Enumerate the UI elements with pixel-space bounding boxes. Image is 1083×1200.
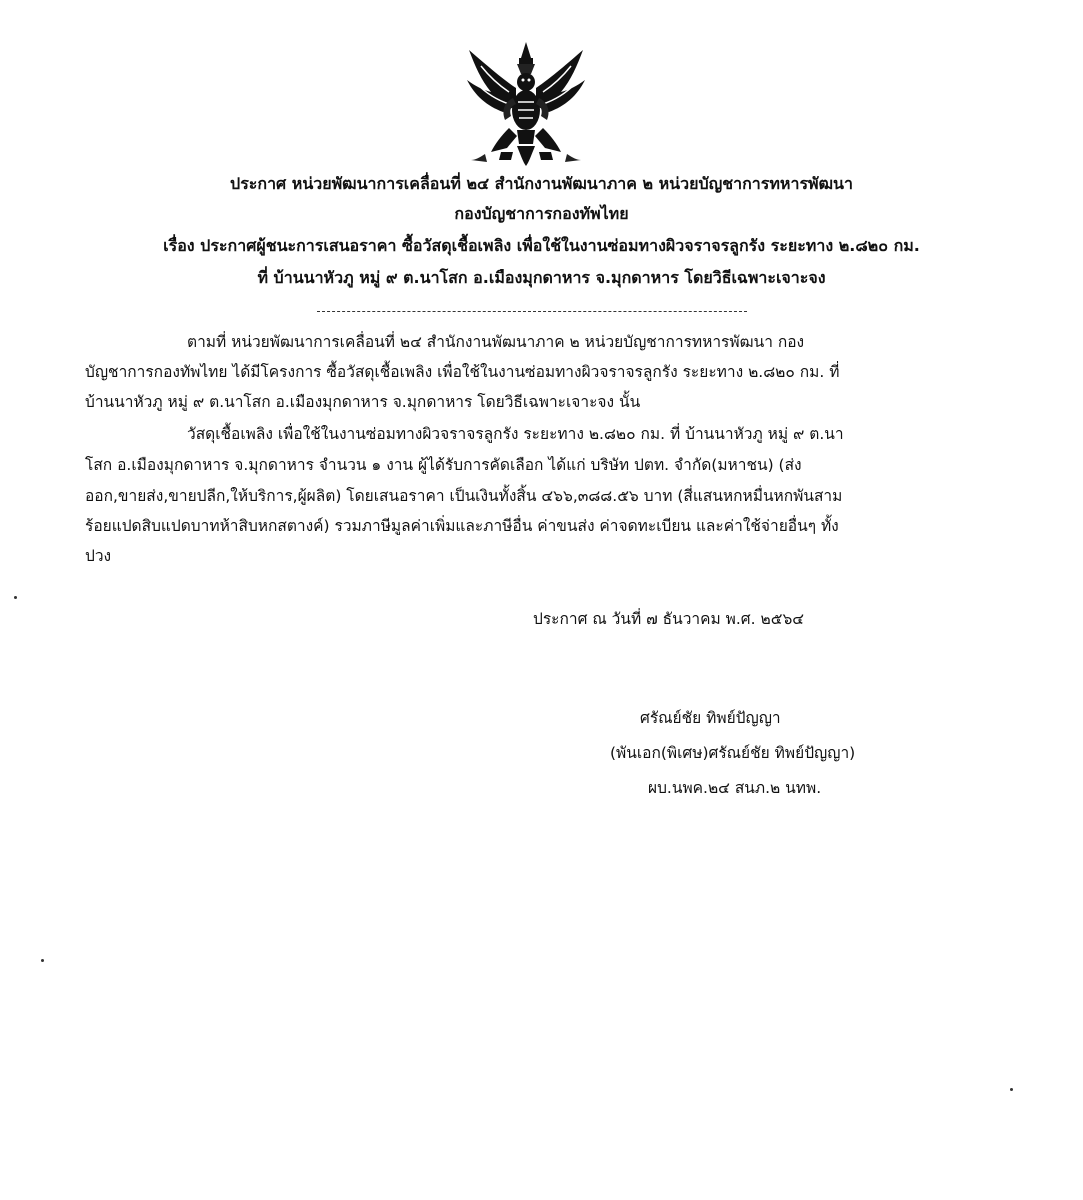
paragraph-2-line-1: วัสดุเชื้อเพลิง เพื่อใช้ในงานซ่อมทางผิวจราจรลูกรัง ระยะทาง ๒.๘๒๐ กม. ที่ บ้านนาหัวภู หมู่ ๙ ต.นา (187, 425, 844, 443)
signer-full-name: (พันเอก(พิเศษ)ศรัณย์ชัย ทิพย์ปัญญา) (610, 744, 856, 762)
paragraph-2-line-2: โสก อ.เมืองมุกดาหาร จ.มุกดาหาร จำนวน ๑ งาน ผู้ได้รับการคัดเลือก ได้แก่ บริษัท ปตท. จำกัด(มหาชน) (ส่ง (85, 456, 802, 474)
header-divider (317, 311, 747, 312)
subject-location: ที่ บ้านนาหัวภู หมู่ ๙ ต.นาโสก อ.เมืองมุกดาหาร จ.มุกดาหาร โดยวิธีเฉพาะเจาะจง (257, 268, 826, 287)
scan-speck (1010, 1088, 1013, 1091)
scan-speck (41, 959, 44, 962)
announcement-date: ประกาศ ณ วันที่ ๗ ธันวาคม พ.ศ. ๒๕๖๔ (533, 610, 805, 628)
paragraph-2-line-4: ร้อยแปดสิบแปดบาทห้าสิบหกสตางค์) รวมภาษีมูลค่าเพิ่มและภาษีอื่น ค่าขนส่ง ค่าจดทะเบียน และค่าใช้จ่ายอื่นๆ ทั้ง (85, 517, 839, 535)
garuda-emblem-icon (461, 40, 591, 168)
paragraph-2-line-5: ปวง (85, 547, 112, 565)
signer-position: ผบ.นพค.๒๔ สนภ.๒ นทพ. (648, 779, 822, 797)
announcement-title: ประกาศ หน่วยพัฒนาการเคลื่อนที่ ๒๔ สำนักงานพัฒนาภาค ๒ หน่วยบัญชาการทหารพัฒนา (230, 174, 853, 193)
organization-name: กองบัญชาการกองทัพไทย (454, 204, 629, 223)
paragraph-2-line-3: ออก,ขายส่ง,ขายปลีก,ให้บริการ,ผู้ผลิต) โดยเสนอราคา เป็นเงินทั้งสิ้น ๔๖๖,๓๘๘.๕๖ บาท (สี่แสนหกหมื่นหกพันสาม (85, 487, 843, 505)
paragraph-1-line-1: ตามที่ หน่วยพัฒนาการเคลื่อนที่ ๒๔ สำนักงานพัฒนาภาค ๒ หน่วยบัญชาการทหารพัฒนา กอง (187, 333, 805, 351)
scan-speck (14, 596, 17, 599)
subject-line: เรื่อง ประกาศผู้ชนะการเสนอราคา ซื้อวัสดุเชื้อเพลิง เพื่อใช้ในงานซ่อมทางผิวจราจรลูกรัง ระยะทาง ๒.๘๒๐ กม. (163, 236, 920, 255)
signature-name: ศรัณย์ชัย ทิพย์ปัญญา (640, 709, 781, 727)
paragraph-1-line-2: บัญชาการกองทัพไทย ได้มีโครงการ ซื้อวัสดุเชื้อเพลิง เพื่อใช้ในงานซ่อมทางผิวจราจรลูกรัง ระยะทาง ๒.๘๒๐ กม. ที่ (85, 363, 840, 381)
paragraph-1-line-3: บ้านนาหัวภู หมู่ ๙ ต.นาโสก อ.เมืองมุกดาหาร จ.มุกดาหาร โดยวิธีเฉพาะเจาะจง นั้น (85, 393, 641, 411)
